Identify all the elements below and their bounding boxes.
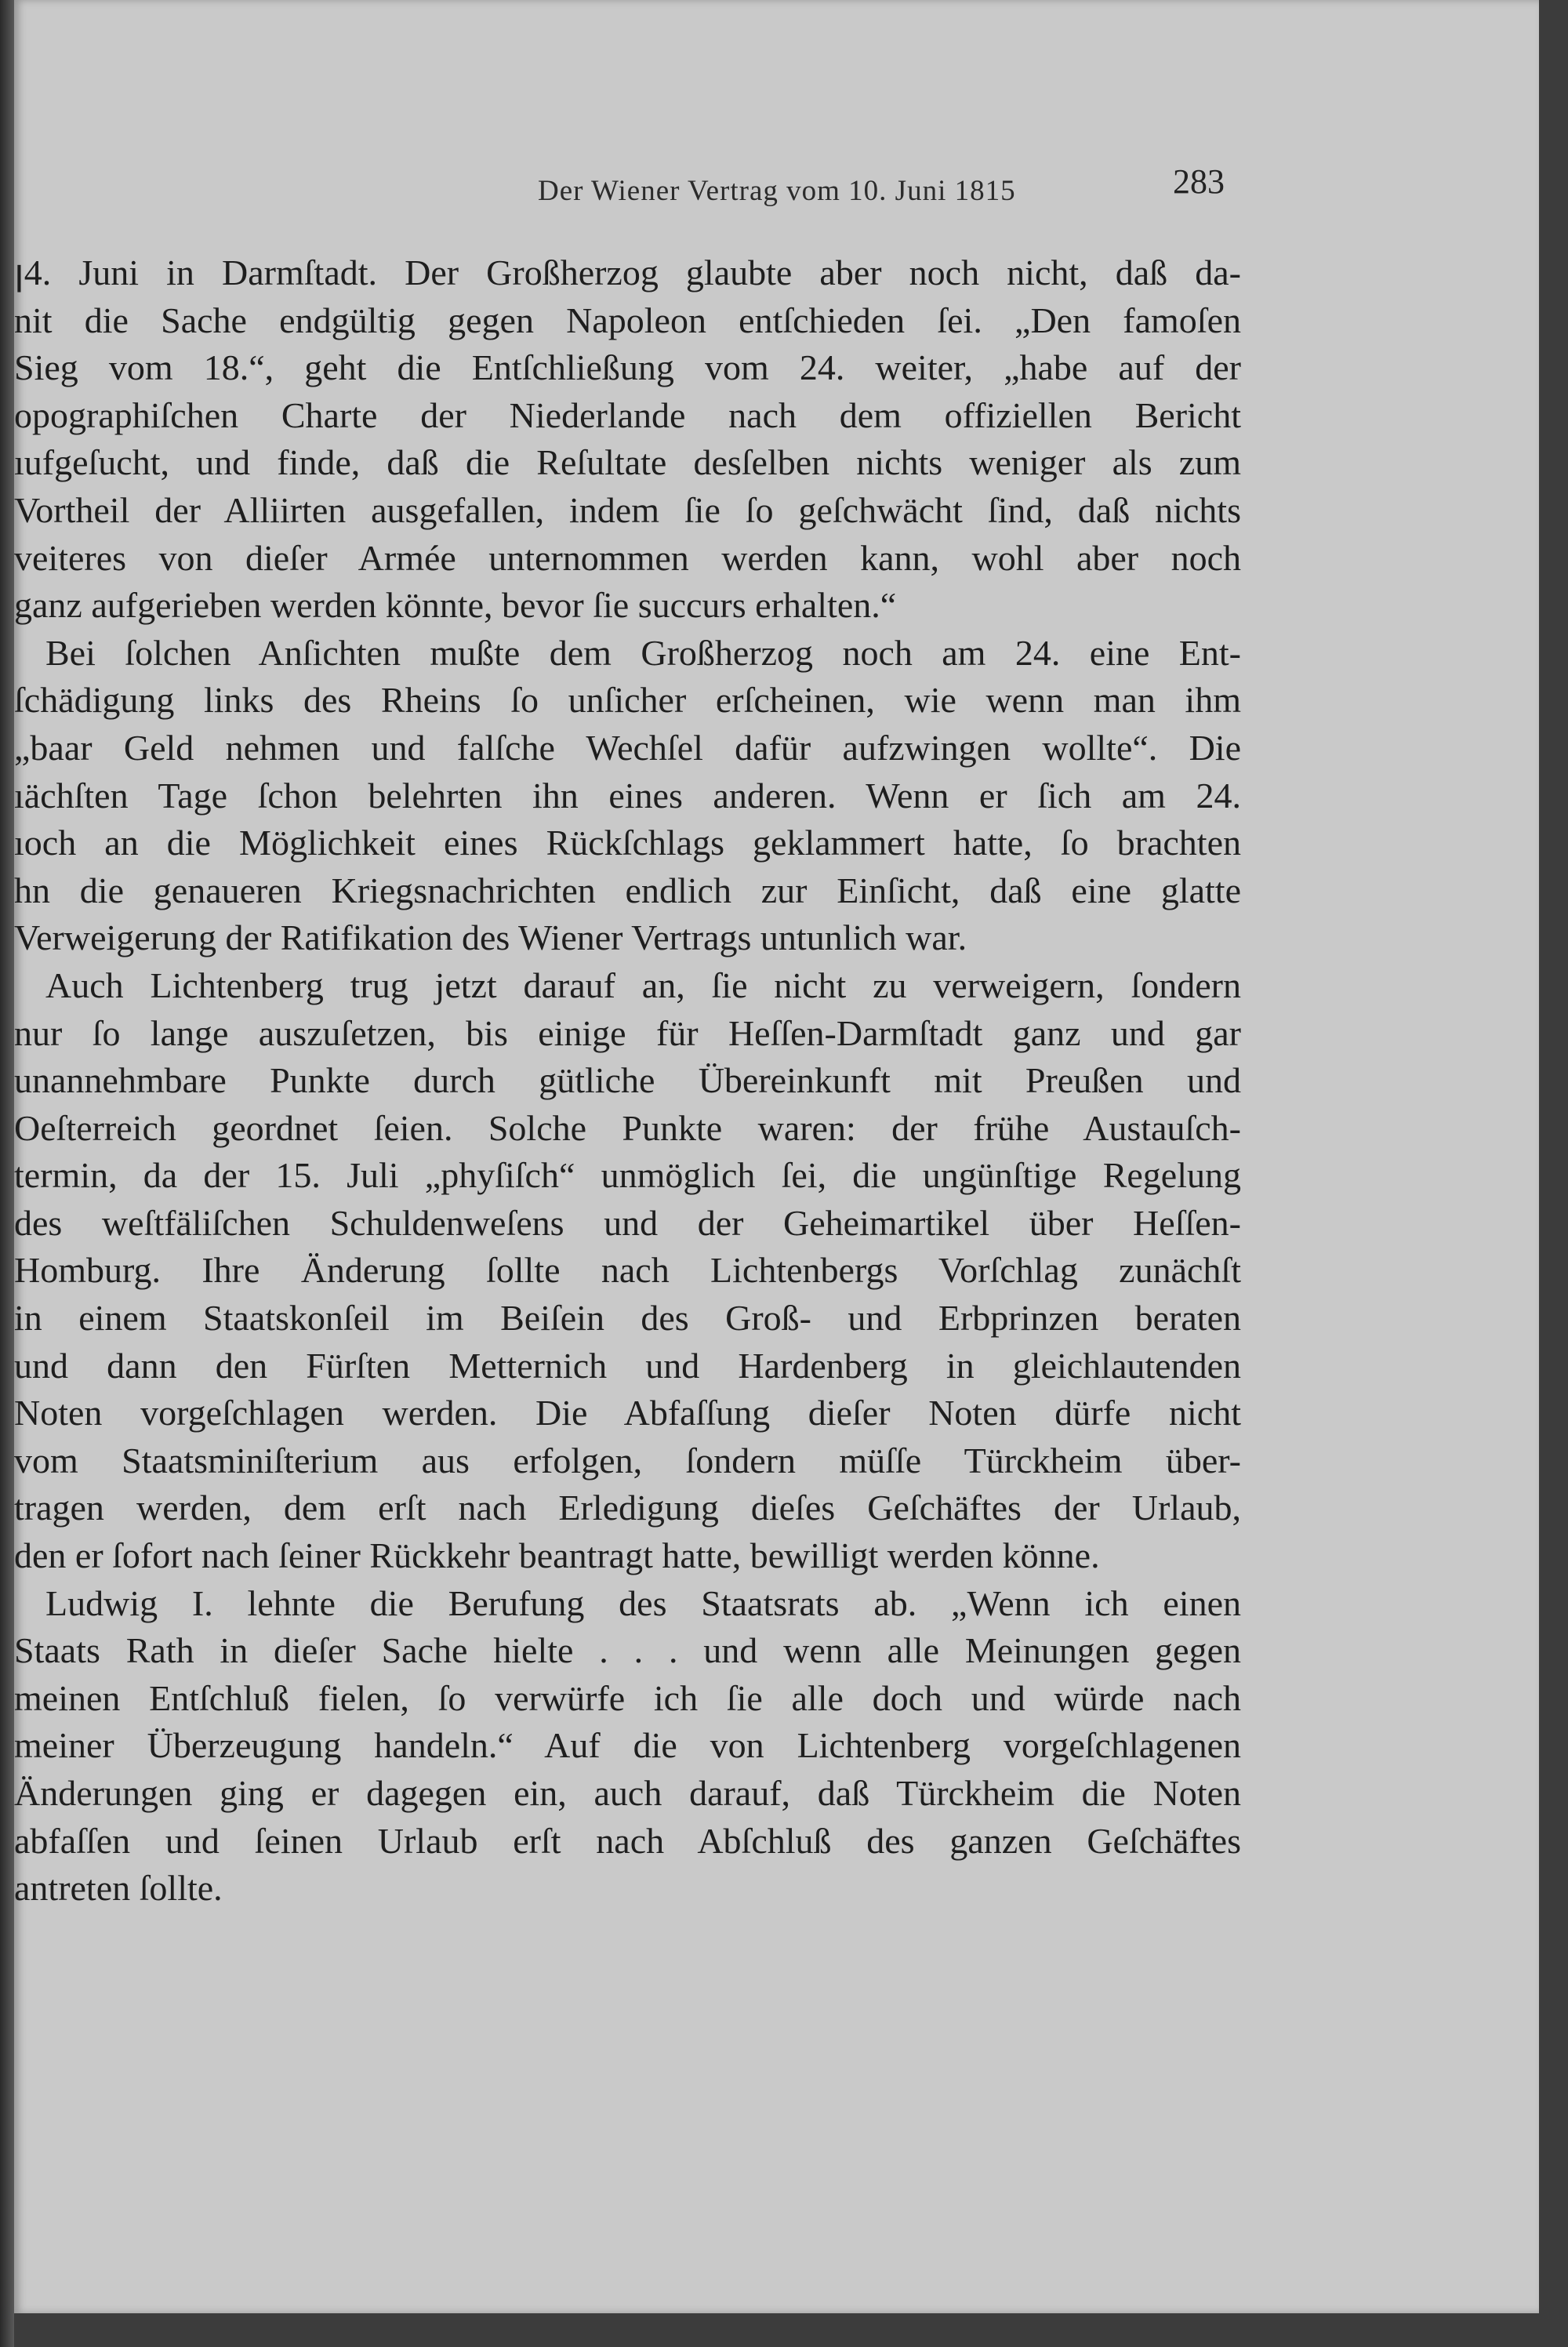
page-header [14, 154, 1539, 209]
text-line: Bei ſolchen Anſichten mußte dem Großherzog noch am 24. eine Ent- [45, 632, 1241, 673]
text-line: Änderungen ging er dagegen ein, auch darauf, daß Türckheim die Noten [14, 1773, 1241, 1813]
text-line: Homburg. Ihre Änderung ſollte nach Lichtenbergs Vorſchlag zunächſt [14, 1250, 1241, 1291]
text-line: ıächſten Tage ſchon belehrten ihn eines anderen. Wenn er ſich am 24. [14, 775, 1241, 816]
text-line: und dann den Fürſten Metternich und Hardenberg in gleichlautenden [14, 1345, 1241, 1386]
text-line: ganz aufgerieben werden könnte, bevor ſie succurs erhalten.“ [14, 585, 897, 626]
page-number: 283 [1173, 162, 1225, 201]
text-line: termin, da der 15. Juli „phyſiſch“ unmöglich ſei, die ungünſtige Regelung [14, 1155, 1241, 1196]
text-line: den er ſofort nach ſeiner Rückkehr beantragt hatte, bewilligt werden könne. [14, 1535, 1100, 1576]
text-line: meinen Entſchluß fielen, ſo verwürfe ich ſie alle doch und würde nach [14, 1677, 1241, 1718]
text-line: Oeſterreich geordnet ſeien. Solche Punkte waren: der frühe Austauſch- [14, 1107, 1241, 1148]
text-line: nit die Sache endgültig gegen Napoleon entſchieden ſei. „Den famoſen [14, 300, 1241, 340]
text-line: ſchädigung links des Rheins ſo unſicher erſcheinen, wie wenn man ihm [14, 680, 1241, 721]
text-line: tragen werden, dem erſt nach Erledigung dieſes Geſchäftes der Urlaub, [14, 1488, 1241, 1528]
text-line: „baar Geld nehmen und falſche Wechſel dafür aufzwingen wollte“. Die [14, 727, 1241, 768]
text-line: Ludwig I. lehnte die Berufung des Staatsrats ab. „Wenn ich einen [45, 1582, 1241, 1623]
text-line: des weſtfäliſchen Schuldenweſens und der Geheimartikel über Heſſen- [14, 1202, 1241, 1243]
body-text [14, 249, 1241, 1913]
text-line: Vortheil der Alliirten ausgefallen, indem ſie ſo geſchwächt ſind, daß nichts [14, 489, 1241, 530]
text-line: Auch Lichtenberg trug jetzt darauf an, ſie nicht zu verweigern, ſondern [45, 965, 1241, 1005]
text-line: nur ſo lange auszuſetzen, bis einige für Heſſen-Darmſtadt ganz und gar [14, 1012, 1241, 1053]
book-gutter-edge [0, 0, 14, 2347]
text-line: in einem Staatskonſeil im Beiſein des Groß- und Erbprinzen beraten [14, 1298, 1241, 1339]
text-line: ꞁ4. Juni in Darmſtadt. Der Großherzog glaubte aber noch nicht, daß da- [14, 253, 1241, 292]
text-line: antreten ſollte. [14, 1868, 223, 1909]
text-line: Verweigerung der Ratifikation des Wiener Vertrags untunlich war. [14, 917, 967, 958]
text-line: unannehmbare Punkte durch gütliche Übereinkunft mit Preußen und [14, 1060, 1241, 1101]
text-line: abfaſſen und ſeinen Urlaub erſt nach Abſchluß des ganzen Geſchäftes [14, 1820, 1241, 1861]
text-line: ıufgeſucht, und finde, daß die Reſultate desſelben nichts weniger als zum [14, 442, 1241, 483]
text-line: Staats Rath in dieſer Sache hielte . . . und wenn alle Meinungen gegen [14, 1630, 1241, 1671]
book-page [14, 0, 1539, 2313]
text-line: Sieg vom 18.“, geht die Entſchließung vom 24. weiter, „habe auf der [14, 347, 1241, 388]
text-line: ıoch an die Möglichkeit eines Rückſchlags geklammert hatte, ſo brachten [14, 823, 1241, 863]
running-title: Der Wiener Vertrag vom 10. Juni 1815 [538, 175, 1016, 207]
text-line: veiteres von dieſer Armée unternommen werden kann, wohl aber noch [14, 537, 1241, 578]
text-line: opographiſchen Charte der Niederlande nach dem offiziellen Bericht [14, 394, 1241, 435]
text-line: vom Staatsminiſterium aus erfolgen, ſondern müſſe Türckheim über- [14, 1440, 1241, 1480]
text-line: hn die genaueren Kriegsnachrichten endlich zur Einſicht, daß eine glatte [14, 870, 1241, 910]
text-line: Noten vorgeſchlagen werden. Die Abfaſſung dieſer Noten dürfe nicht [14, 1393, 1241, 1433]
text-line: meiner Überzeugung handeln.“ Auf die von Lichtenberg vorgeſchlagenen [14, 1725, 1241, 1766]
